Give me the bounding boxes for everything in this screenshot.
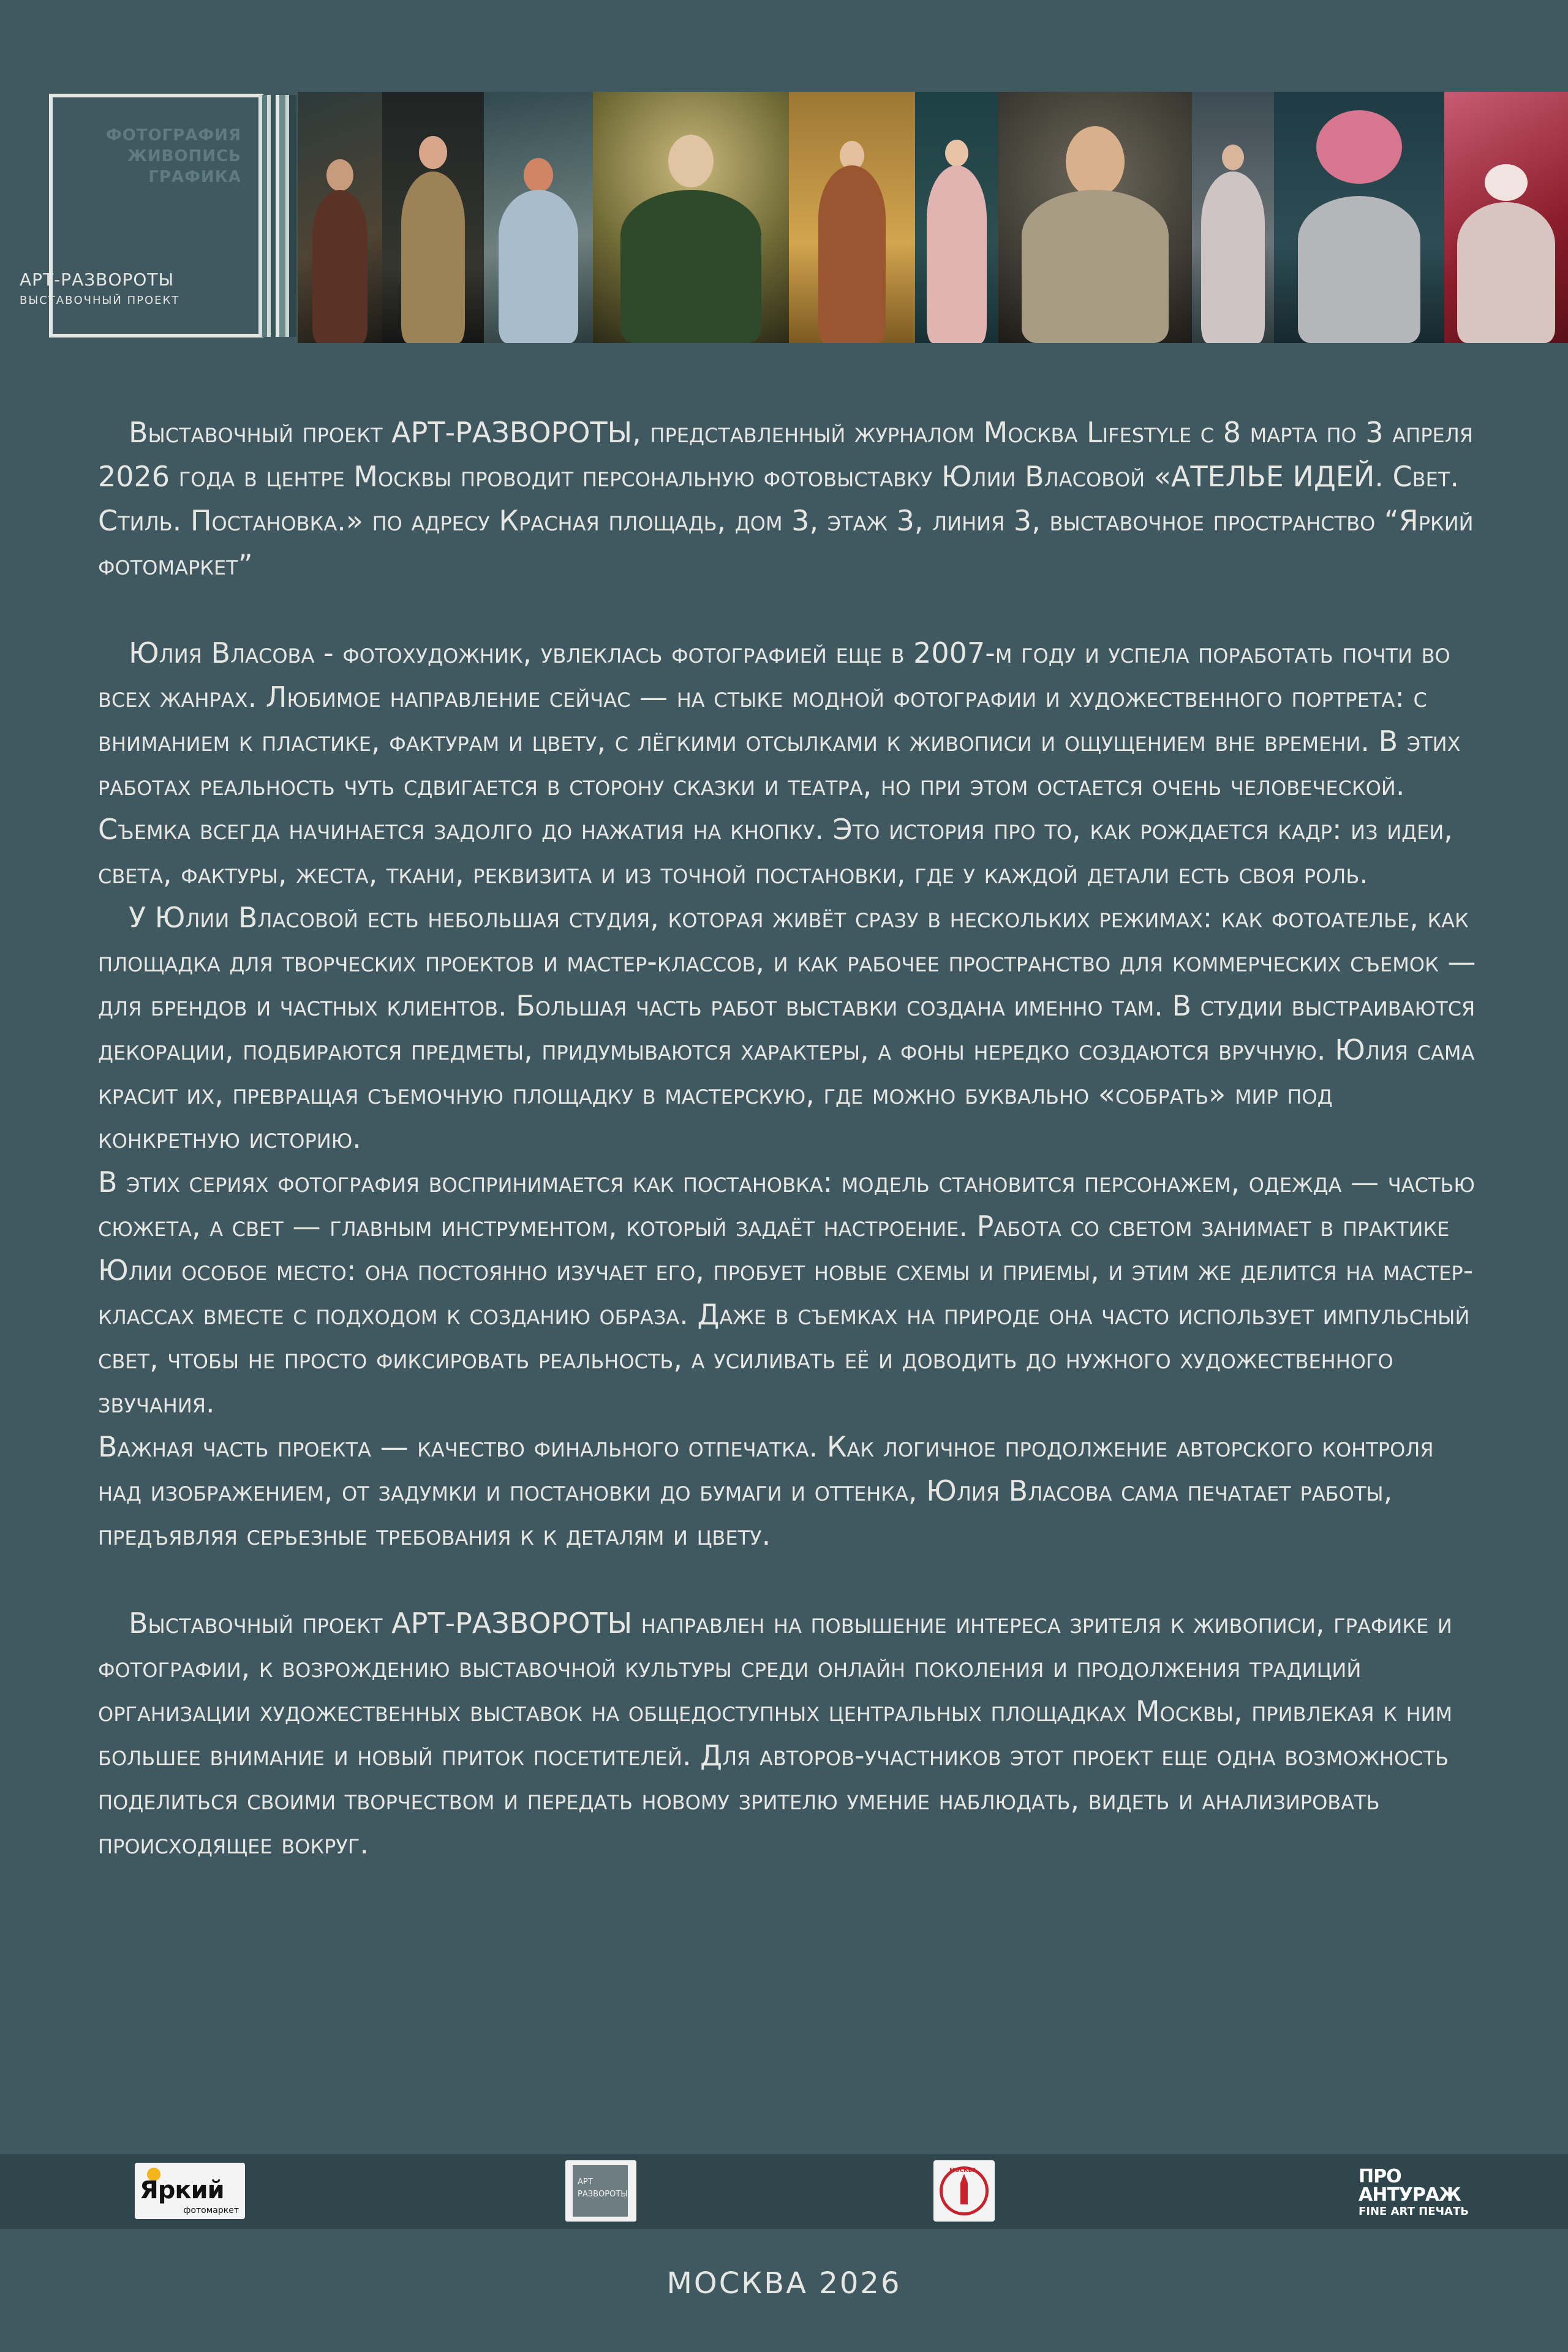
- sponsor-bar: [0, 2154, 1568, 2229]
- sponsor-yarkiy-sub: фотомаркет: [183, 2206, 239, 2215]
- photo-thumbnail: [915, 92, 998, 343]
- photo-thumbnail: [484, 92, 593, 343]
- paragraph-intro: Выставочный проект АРТ-РАЗВОРОТЫ, представленный журналом Москва Lifestyle с 8 марта по 3 апреля 2026 года в центре Москвы проводит персональную фотовыставку Юлии Власовой «АТЕЛЬЕ ИДЕЙ. Свет. Стиль. Постановка.» по адресу Красная площадь, дом 3, этаж 3, линия 3, выставочное пространство “Яркий фотомаркет”: [98, 416, 1474, 581]
- sponsor-art-line1: АРТ: [578, 2177, 593, 2187]
- photo-thumbnail: [1192, 92, 1274, 343]
- logo-genre-graphics: ГРАФИКА: [148, 168, 241, 186]
- photo-thumbnail: [382, 92, 484, 343]
- logo-genres: [106, 125, 241, 187]
- photo-strip: [298, 92, 1568, 343]
- sponsor-pro-line2: АНТУРАЖ: [1359, 2184, 1461, 2206]
- photo-thumbnail: [789, 92, 915, 343]
- film-strip-decoration: [258, 95, 296, 337]
- sponsor-pro-anturazh-logo: [1359, 2168, 1469, 2219]
- photo-thumbnail: [298, 92, 382, 343]
- logo-subtitle: ВЫСТАВОЧНЫЙ ПРОЕКТ: [20, 294, 180, 307]
- logo-genre-painting: ЖИВОПИСЬ: [127, 147, 241, 165]
- sponsor-art-line2: РАЗВОРОТЫ: [578, 2190, 628, 2199]
- footer-city-year: МОСКВА 2026: [666, 2266, 902, 2301]
- logo-title: АРТ-РАЗВОРОТЫ: [20, 270, 175, 290]
- logo-genre-photo: ФОТОГРАФИЯ: [105, 126, 241, 145]
- sponsor-art-razvoroty-logo: [565, 2160, 636, 2222]
- sponsor-pro-line3: FINE ART ПЕЧАТЬ: [1359, 2205, 1469, 2218]
- exhibition-description: [98, 410, 1476, 1866]
- sponsor-moscow-logo: [933, 2160, 995, 2222]
- sponsor-yarkiy-logo: [135, 2163, 245, 2219]
- paragraph-studio: У Юлии Власовой есть небольшая студия, которая живёт сразу в нескольких режимах: как фотоателье, как площадка для творческих проектов и мастер-классов, и как рабочее пространство для коммерческих съемок — для брендов и частных клиентов. Большая часть работ выставки создана именно там. В студии выстраиваются декорации, подбираются предметы, придумываются характеры, а фоны нередко создаются вручную. Юлия сама красит их, превращая съемочную площадку в мастерскую, где можно буквально «собрать» мир под конкретную историю.: [98, 901, 1476, 1155]
- sponsor-yarkiy-name: Яркий: [140, 2176, 224, 2204]
- sponsor-pro-line1: ПРО: [1359, 2166, 1401, 2187]
- photo-thumbnail: [593, 92, 789, 343]
- header-band: [0, 92, 1568, 343]
- photo-thumbnail: [998, 92, 1192, 343]
- photo-thumbnail: [1444, 92, 1568, 343]
- photo-thumbnail: [1274, 92, 1444, 343]
- paragraph-project: Выставочный проект АРТ-РАЗВОРОТЫ направлен на повышение интереса зрителя к живописи, графике и фотографии, к возрождению выставочной культуры среди онлайн поколения и продолжения традиций организации художественных выставок на общедоступных центральных площадках Москвы, привлекая к ним большее внимание и новый приток посетителей. Для авторов-участников этот проект еще одна возможность поделиться своими творчеством и передать новому зрителю умение наблюдать, видеть и анализировать происходящее вокруг.: [98, 1607, 1453, 1860]
- paragraph-print: Важная часть проекта — качество финального отпечатка. Как логичное продолжение авторского контроля над изображением, от задумки и постановки до бумаги и оттенка, Юлия Власова сама печатает работы, предъявляя серьезные требования к к деталям и цвету.: [98, 1430, 1434, 1551]
- paragraph-light: В этих сериях фотография воспринимается как постановка: модель становится персонажем, одежда — частью сюжета, а свет — главным инструментом, который задаёт настроение. Работа со светом занимает в практике Юлии особое место: она постоянно изучает его, пробует новые схемы и приемы, и этим же делится на мастер-классах вместе с подходом к созданию образа. Даже в съемках на природе она часто использует импульсный свет, чтобы не просто фиксировать реальность, а усиливать её и доводить до нужного художественного звучания.: [98, 1166, 1475, 1419]
- sponsor-moscow-name: МОСКВА: [949, 2168, 977, 2174]
- paragraph-artist: Юлия Власова - фотохудожник, увлеклась фотографией еще в 2007-м году и успела поработать почти во всех жанрах. Любимое направление сейчас — на стыке модной фотографии и художественного портрета: с вниманием к пластике, фактурам и цвету, с лёгкими отсылками к живописи и ощущением вне времени. В этих работах реальность чуть сдвигается в сторону сказки и театра, но при этом остается очень человеческой. Съемка всегда начинается задолго до нажатия на кнопку. Это история про то, как рождается кадр: из идеи, света, фактуры, жеста, ткани, реквизита и из точной постановки, где у каждой детали есть своя роль.: [98, 636, 1461, 890]
